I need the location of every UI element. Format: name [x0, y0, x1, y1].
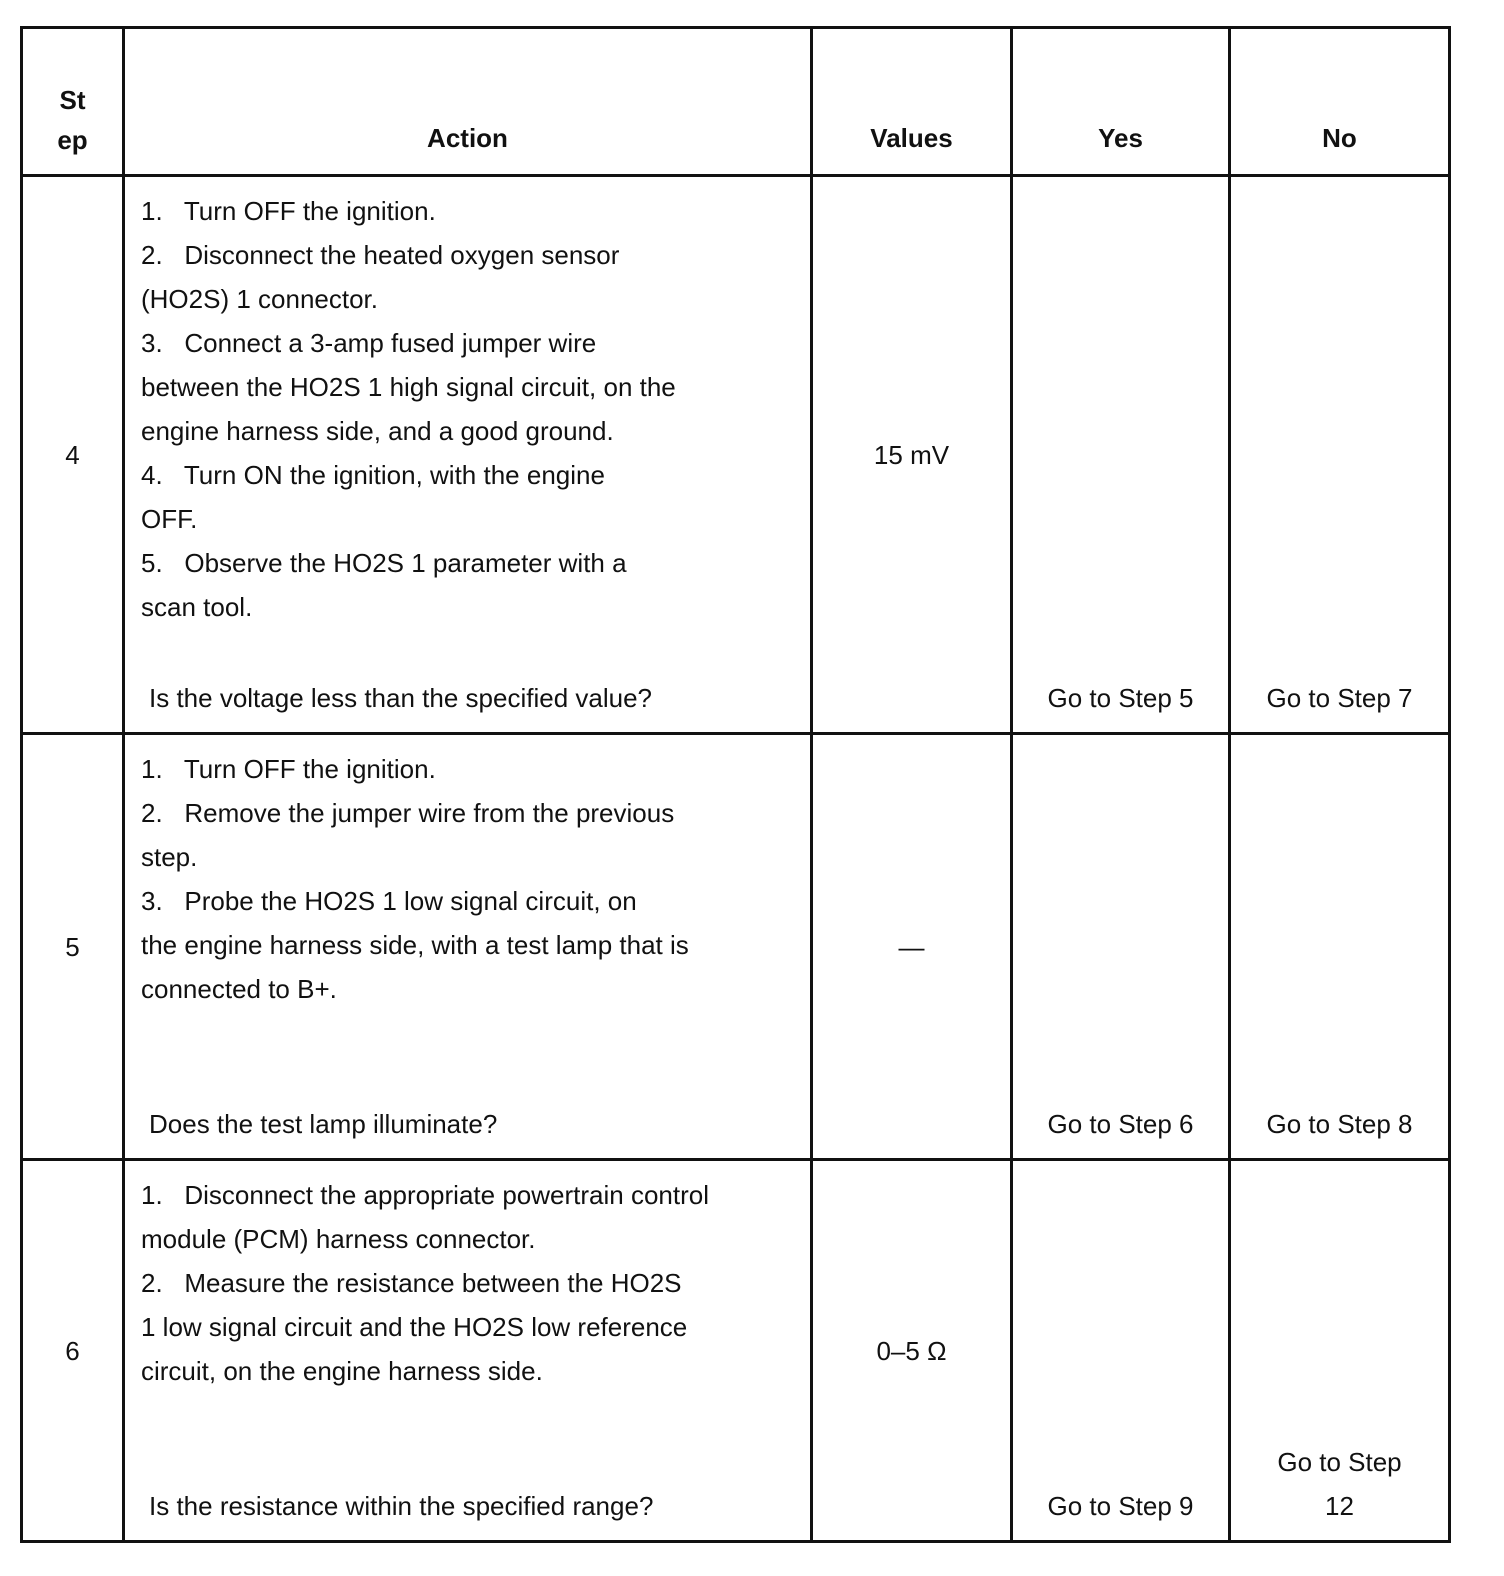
action-line: 1. Turn OFF the ignition.: [141, 754, 436, 784]
no-link: Go to Step 8: [1266, 1109, 1413, 1139]
action-question: Is the voltage less than the specified value?: [149, 683, 652, 713]
table-row: [22, 734, 1450, 1160]
action-line: 5. Observe the HO2S 1 parameter with a: [141, 548, 627, 578]
action-line: 4. Turn ON the ignition, with the engine: [141, 460, 605, 490]
action-line: 2. Disconnect the heated oxygen sensor: [141, 240, 620, 270]
action-line: 1. Disconnect the appropriate powertrain control: [141, 1180, 709, 1210]
no-link: Go to Step 7: [1266, 683, 1413, 713]
action-cell: [124, 734, 812, 1160]
action-line: connected to B+.: [141, 974, 337, 1004]
header-no: No: [1230, 28, 1450, 176]
table-row: [22, 176, 1450, 734]
action-line: 1 low signal circuit and the HO2S low reference: [141, 1312, 688, 1342]
header-values: Values: [812, 28, 1012, 176]
step-number: 5: [22, 734, 124, 1160]
yes-cell: [1012, 1160, 1230, 1542]
yes-cell: [1012, 176, 1230, 734]
action-line: circuit, on the engine harness side.: [141, 1356, 543, 1386]
step-number: 4: [22, 176, 124, 734]
action-cell: [124, 1160, 812, 1542]
action-cell: [124, 176, 812, 734]
yes-link: Go to Step 9: [1047, 1491, 1194, 1521]
yes-link: Go to Step 6: [1047, 1109, 1194, 1139]
header-action: Action: [124, 28, 812, 176]
action-line: engine harness side, and a good ground.: [141, 416, 614, 446]
header-step: [22, 28, 124, 176]
action-line: module (PCM) harness connector.: [141, 1224, 536, 1254]
action-line: 3. Connect a 3-amp fused jumper wire: [141, 328, 597, 358]
action-question: Does the test lamp illuminate?: [149, 1109, 498, 1139]
action-line: step.: [141, 842, 198, 872]
value-cell: 15 mV: [812, 176, 1012, 734]
header-step-line-2: ep: [57, 125, 88, 155]
action-line: scan tool.: [141, 592, 253, 622]
value-cell: 0–5 Ω: [812, 1160, 1012, 1542]
yes-cell: [1012, 734, 1230, 1160]
no-cell: [1230, 734, 1450, 1160]
step-number: 6: [22, 1160, 124, 1542]
action-line: OFF.: [141, 504, 198, 534]
header-step-line-1: St: [59, 85, 86, 115]
value-cell: —: [812, 734, 1012, 1160]
header-yes: Yes: [1012, 28, 1230, 176]
header-row: [22, 28, 1450, 176]
table-row: [22, 1160, 1450, 1542]
diagnostic-table: [20, 26, 1451, 1543]
action-line: the engine harness side, with a test lamp that is: [141, 930, 689, 960]
yes-link: Go to Step 5: [1047, 683, 1194, 713]
no-cell: [1230, 1160, 1450, 1542]
no-link-line-2: 12: [1325, 1491, 1354, 1521]
action-line: 2. Measure the resistance between the HO2S: [141, 1268, 682, 1298]
action-question: Is the resistance within the specified range?: [149, 1491, 654, 1521]
no-link: [1231, 1440, 1448, 1528]
no-cell: [1230, 176, 1450, 734]
action-line: 1. Turn OFF the ignition.: [141, 196, 436, 226]
action-line: 3. Probe the HO2S 1 low signal circuit, on: [141, 886, 637, 916]
action-line: 2. Remove the jumper wire from the previous: [141, 798, 675, 828]
no-link-line-1: Go to Step: [1277, 1447, 1402, 1477]
action-line: (HO2S) 1 connector.: [141, 284, 378, 314]
action-line: between the HO2S 1 high signal circuit, on the: [141, 372, 676, 402]
